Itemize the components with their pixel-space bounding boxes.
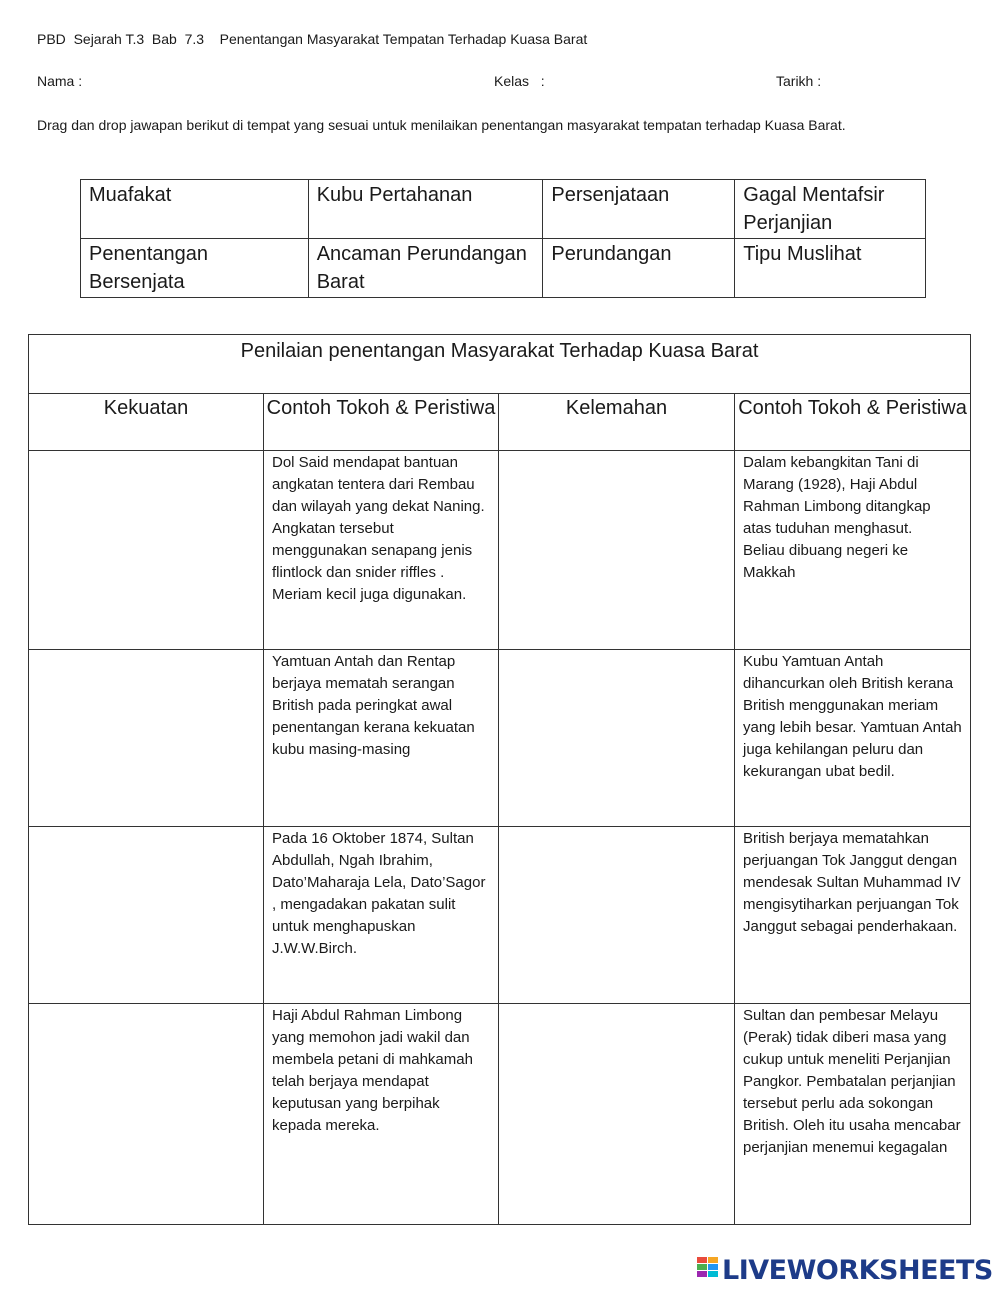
kelemahan-example-3: British berjaya mematahkan perjuangan Tok Janggut dengan mendesak Sultan Muhammad IV mengisytiharkan perjuangan Tok Janggut sebagai penderhakaan. bbox=[735, 827, 971, 1004]
word-card-tipu-muslihat[interactable]: Tipu Muslihat bbox=[735, 239, 926, 298]
kekuatan-example-1: Dol Said mendapat bantuan angkatan tentera dari Rembau dan wilayah yang dekat Naning. Angkatan tersebut menggunakan senapang jenis flintlock dan snider riffles . Meriam kecil juga digunakan. bbox=[264, 451, 499, 650]
instructions-text: Drag dan drop jawapan berikut di tempat yang sesuai untuk menilaikan penentangan masyarakat tempatan terhadap Kuasa Barat. bbox=[37, 117, 846, 133]
kelemahan-example-4: Sultan dan pembesar Melayu (Perak) tidak diberi masa yang cukup untuk meneliti Perjanjian Pangkor. Pembatalan perjanjian tersebut perlu ada sokongan British. Oleh itu usaha mencabar perjanjian menemui kegagalan bbox=[735, 1004, 971, 1225]
kekuatan-dropzone-4[interactable] bbox=[29, 1004, 264, 1225]
kelemahan-dropzone-3[interactable] bbox=[499, 827, 735, 1004]
liveworksheets-logo bbox=[697, 1255, 993, 1285]
word-card-persenjataan[interactable]: Persenjataan bbox=[543, 180, 735, 239]
word-card-penentangan-bersenjata[interactable]: Penentangan Bersenjata bbox=[81, 239, 309, 298]
liveworksheets-logo-icon bbox=[697, 1257, 719, 1283]
kekuatan-dropzone-2[interactable] bbox=[29, 650, 264, 827]
word-bank-row bbox=[81, 180, 926, 239]
worksheet-header: PBD Sejarah T.3 Bab 7.3 Penentangan Masyarakat Tempatan Terhadap Kuasa Barat bbox=[37, 31, 588, 47]
kekuatan-dropzone-1[interactable] bbox=[29, 451, 264, 650]
kekuatan-dropzone-3[interactable] bbox=[29, 827, 264, 1004]
table-row bbox=[29, 1004, 971, 1225]
tarikh-label: Tarikh : bbox=[776, 73, 822, 89]
header-contoh-kelemahan: Contoh Tokoh & Peristiwa bbox=[735, 394, 971, 451]
assessment-table bbox=[28, 334, 971, 1225]
kelemahan-dropzone-2[interactable] bbox=[499, 650, 735, 827]
header-kelemahan: Kelemahan bbox=[499, 394, 735, 451]
word-card-muafakat[interactable]: Muafakat bbox=[81, 180, 309, 239]
nama-label: Nama : bbox=[37, 73, 83, 89]
assessment-header-row bbox=[29, 394, 971, 451]
word-bank-row bbox=[81, 239, 926, 298]
word-card-kubu-pertahanan[interactable]: Kubu Pertahanan bbox=[308, 180, 543, 239]
word-card-ancaman-perundangan-barat[interactable]: Ancaman Perundangan Barat bbox=[308, 239, 543, 298]
kelemahan-dropzone-4[interactable] bbox=[499, 1004, 735, 1225]
header-contoh-kekuatan: Contoh Tokoh & Peristiwa bbox=[264, 394, 499, 451]
word-card-gagal-mentafsir-perjanjian[interactable]: Gagal Mentafsir Perjanjian bbox=[735, 180, 926, 239]
word-card-perundangan[interactable]: Perundangan bbox=[543, 239, 735, 298]
kelas-label: Kelas : bbox=[494, 73, 545, 89]
table-row bbox=[29, 650, 971, 827]
kelemahan-example-1: Dalam kebangkitan Tani di Marang (1928), Haji Abdul Rahman Limbong ditangkap atas tuduhan menghasut. Beliau dibuang negeri ke Makkah bbox=[735, 451, 971, 650]
word-bank-table bbox=[80, 179, 926, 298]
kelemahan-dropzone-1[interactable] bbox=[499, 451, 735, 650]
logo-text: LIVEWORKSHEETS bbox=[722, 1254, 993, 1286]
kelemahan-example-2: Kubu Yamtuan Antah dihancurkan oleh British kerana British menggunakan meriam yang lebih besar. Yamtuan Antah juga kehilangan peluru dan kekurangan ubat bedil. bbox=[735, 650, 971, 827]
kekuatan-example-3: Pada 16 Oktober 1874, Sultan Abdullah, Ngah Ibrahim, Dato’Maharaja Lela, Dato’Sagor , mengadakan pakatan sulit untuk menghapuskan J.W.W.Birch. bbox=[264, 827, 499, 1004]
table-row bbox=[29, 827, 971, 1004]
kekuatan-example-4: Haji Abdul Rahman Limbong yang memohon jadi wakil dan membela petani di mahkamah telah berjaya mendapat keputusan yang berpihak kepada mereka. bbox=[264, 1004, 499, 1225]
header-kekuatan: Kekuatan bbox=[29, 394, 264, 451]
table-row bbox=[29, 451, 971, 650]
kekuatan-example-2: Yamtuan Antah dan Rentap berjaya mematah serangan British pada peringkat awal penentangan kerana kekuatan kubu masing-masing bbox=[264, 650, 499, 827]
assessment-title: Penilaian penentangan Masyarakat Terhadap Kuasa Barat bbox=[29, 335, 971, 394]
